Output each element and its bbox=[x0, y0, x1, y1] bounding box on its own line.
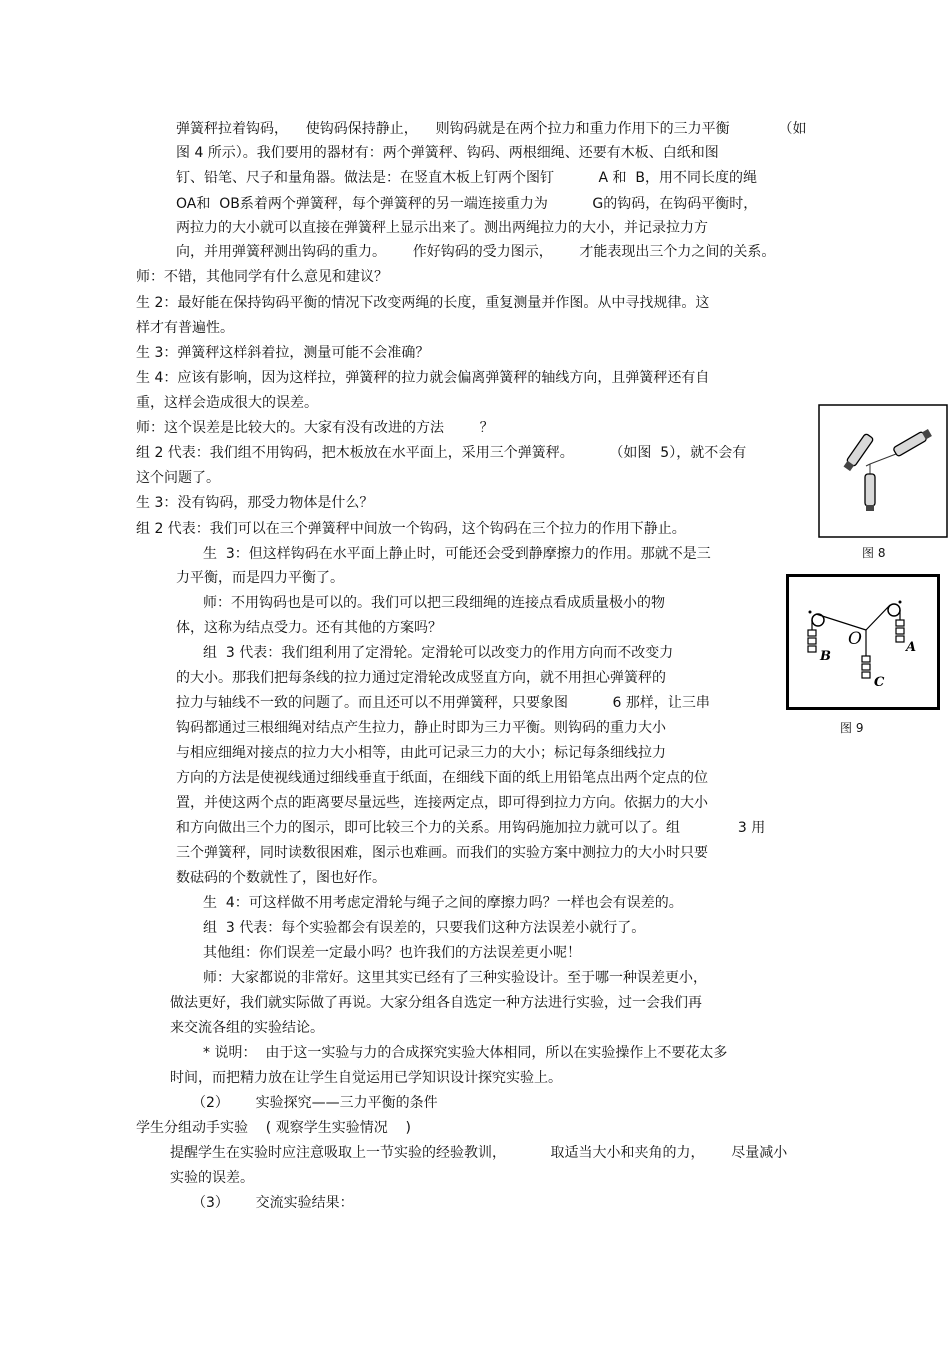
figure-8 bbox=[818, 404, 948, 538]
figure-8-caption: 图 8 bbox=[862, 546, 886, 560]
text-line: 与相应细绳对接点的拉力大小相等，由此可记录三力的大小；标记每条细线拉力 bbox=[176, 745, 666, 761]
figure-9-weight-stack-a bbox=[896, 620, 904, 642]
text-line: 师：大家都说的非常好。这里其实已经有了三种实验设计。至于哪一种误差更小， bbox=[203, 970, 707, 986]
text-line: 向，并用弹簧秤测出钩码的重力。 作好钩码的受力图示， 才能表现出三个力之间的关系。 bbox=[176, 244, 776, 260]
text-line: 样才有普遍性。 bbox=[136, 320, 234, 336]
text-line: （3） 交流实验结果： bbox=[192, 1195, 354, 1211]
figure-8-spring-scale bbox=[865, 474, 875, 511]
figure-9 bbox=[786, 574, 940, 710]
text-line: 生 4：应该有影响，因为这样拉，弹簧秤的拉力就会偏离弹簧秤的轴线方向，且弹簧秤还有自 bbox=[136, 370, 710, 386]
text-line: 学生分组动手实验 ( 观察学生实验情况 ) bbox=[136, 1120, 411, 1136]
text-line: 生 3：但这样钩码在水平面上静止时，可能还会受到静摩擦力的作用。那就不是三 bbox=[203, 546, 711, 562]
text-line: 实验的误差。 bbox=[170, 1170, 254, 1186]
text-line: 组 2 代表：我们可以在三个弹簧秤中间放一个钩码，这个钩码在三个拉力的作用下静止。 bbox=[136, 521, 686, 537]
text-line: OA和 OB系着两个弹簧秤，每个弹簧秤的另一端连接重力为 G的钩码，在钩码平衡时， bbox=[176, 196, 758, 212]
text-line: 方向的方法是使视线通过细线垂直于纸面，在细线下面的纸上用铅笔点出两个定点的位 bbox=[176, 770, 708, 786]
text-line: 图 4 所示）。我们要用的器材有：两个弹簧秤、钩码、两根细绳、还要有木板、白纸和图 bbox=[176, 145, 719, 161]
text-line: 钩码都通过三根细绳对结点产生拉力，静止时即为三力平衡。则钩码的重力大小 bbox=[176, 720, 666, 736]
text-line: 两拉力的大小就可以直接在弹簧秤上显示出来了。测出两绳拉力的大小，并记录拉力方 bbox=[176, 220, 708, 236]
text-line: 时间，而把精力放在让学生自觉运用已学知识设计探究实验上。 bbox=[170, 1070, 562, 1086]
text-line: 师：不用钩码也是可以的。我们可以把三段细绳的连接点看成质量极小的物 bbox=[203, 595, 665, 611]
text-line: 置，并使这两个点的距离要尽量远些，连接两定点，即可得到拉力方向。依据力的大小 bbox=[176, 795, 708, 811]
text-line: 的大小。那我们把每条线的拉力通过定滑轮改成竖直方向，就不用担心弹簧秤的 bbox=[176, 670, 666, 686]
text-line: 生 3：弹簧秤这样斜着拉，测量可能不会准确？ bbox=[136, 345, 430, 361]
figure-9-label-c: C bbox=[874, 675, 885, 690]
text-line: 这个问题了。 bbox=[136, 470, 220, 486]
text-line: 生 3：没有钩码，那受力物体是什么？ bbox=[136, 495, 374, 511]
text-line: 弹簧秤拉着钩码， 使钩码保持静止， 则钩码就是在两个拉力和重力作用下的三力平衡 （如 bbox=[176, 121, 807, 137]
text-line: 和方向做出三个力的图示，即可比较三个力的关系。用钩码施加拉力就可以了。组 3 用 bbox=[176, 820, 766, 836]
text-line: 生 2：最好能在保持钩码平衡的情况下改变两绳的长度，重复测量并作图。从中寻找规律。这 bbox=[136, 295, 710, 311]
text-line: 重，这样会造成很大的误差。 bbox=[136, 395, 318, 411]
text-line: 提醒学生在实验时应注意吸取上一节实验的经验教训， 取适当大小和夹角的力， 尽量减小 bbox=[170, 1145, 788, 1161]
figure-9-caption: 图 9 bbox=[840, 721, 864, 735]
figure-9-label-a: A bbox=[906, 640, 917, 655]
text-line: 组 2 代表：我们组不用钩码，把木板放在水平面上，采用三个弹簧秤。 （如图 5），就不会有 bbox=[136, 445, 747, 461]
text-line: 体，这称为结点受力。还有其他的方案吗？ bbox=[176, 620, 442, 636]
text-line: * 说明： 由于这一实验与力的合成探究实验大体相同，所以在实验操作上不要花太多 bbox=[203, 1045, 728, 1061]
text-line: 师：这个误差是比较大的。大家有没有改进的方法 ？ bbox=[136, 420, 494, 436]
figure-9-label-b: B bbox=[820, 649, 831, 664]
text-line: 做法更好，我们就实际做了再说。大家分组各自选定一种方法进行实验，过一会我们再 bbox=[170, 995, 702, 1011]
text-line: 来交流各组的实验结论。 bbox=[170, 1020, 324, 1036]
text-line: 三个弹簧秤，同时读数很困难，图示也难画。而我们的实验方案中测拉力的大小时只要 bbox=[176, 845, 708, 861]
text-line: 生 4：可这样做不用考虑定滑轮与绳子之间的摩擦力吗？一样也会有误差的。 bbox=[203, 895, 683, 911]
text-line: 其他组：你们误差一定最小吗？也许我们的方法误差更小呢！ bbox=[203, 945, 581, 961]
text-line: 数砝码的个数就性了，图也好作。 bbox=[176, 870, 386, 886]
figure-9-label-o: O bbox=[848, 629, 862, 649]
text-line: （2） 实验探究——三力平衡的条件 bbox=[192, 1095, 438, 1111]
text-line: 组 3 代表：我们组利用了定滑轮。定滑轮可以改变力的作用方向而不改变力 bbox=[203, 645, 674, 661]
figure-9-weight-stack-b bbox=[808, 630, 816, 652]
text-line: 师：不错，其他同学有什么意见和建议？ bbox=[136, 269, 388, 285]
text-line: 拉力与轴线不一致的问题了。而且还可以不用弹簧秤，只要象图 6 那样，让三串 bbox=[176, 695, 710, 711]
text-line: 组 3 代表：每个实验都会有误差的，只要我们这种方法误差小就行了。 bbox=[203, 920, 646, 936]
figure-9-weight-stack-c bbox=[862, 656, 870, 678]
text-line: 力平衡，而是四力平衡了。 bbox=[176, 570, 344, 586]
text-line: 钉、铅笔、尺子和量角器。做法是：在竖直木板上钉两个图钉 A 和 B，用不同长度的绳 bbox=[176, 170, 758, 186]
